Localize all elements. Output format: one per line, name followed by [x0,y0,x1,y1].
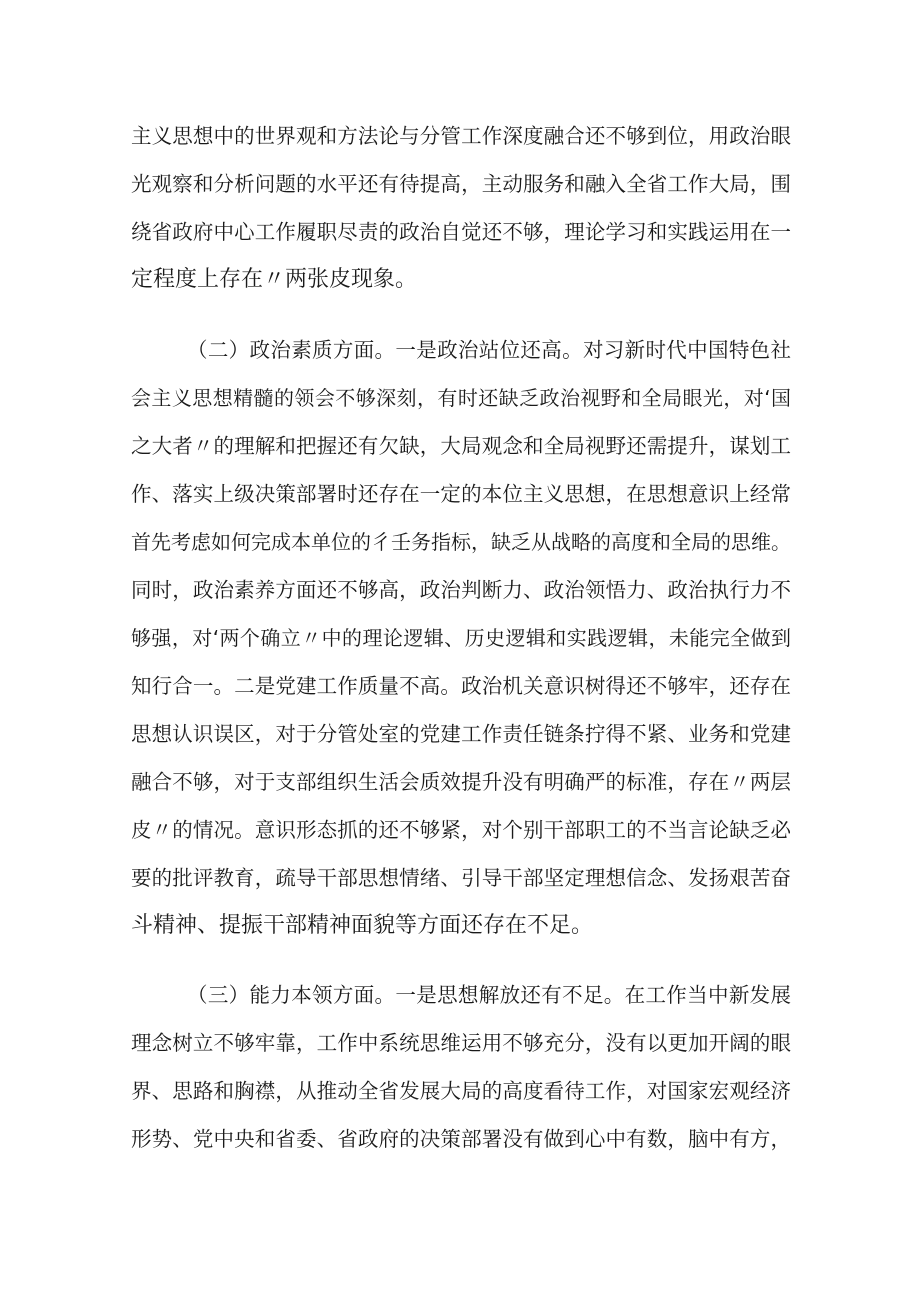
paragraph-line: 同时，政治素养方面还不够高，政治判断力、政治领悟力、政治执行力不 [131,578,791,602]
paragraph-line: 斗精神、提振干部精神面貌等方面还存在不足。 [131,913,594,938]
paragraph-line: 形势、党中央和省委、省政府的决策部署没有做到心中有数，脑中有方， [131,1127,791,1151]
paragraph-line: 要的批评教育，疏导干部思想情绪、引导干部坚定理想信念、发扬艰苦奋 [131,866,791,890]
paragraph-line: 光观察和分析问题的水平还有待提高，主动服务和融入全省工作大局，围 [131,172,791,196]
paragraph-line: （三）能力本领方面。一是思想解放还有不足。在工作当中新发展 [187,983,791,1007]
paragraph-line: 首先考虑如何完成本单位的彳壬务指标，缺乏从战略的高度和全局的思维。 [131,530,791,554]
paragraph-line: 够强，对‘两个确立〃中的理论逻辑、历史逻辑和实践逻辑，未能完全做到 [131,626,791,650]
paragraph-line: 界、思路和胸襟，从推动全省发展大局的高度看待工作，对国家宏观经济 [131,1079,791,1103]
paragraph-line: 之大者〃的理解和把握还有欠缺，大局观念和全局视野还需提升，谋划工 [131,434,791,458]
paragraph-line: 定程度上存在〃两张皮现象。 [131,267,418,292]
paragraph-line: （二）政治素质方面。一是政治站位还高。对习新时代中国特色社 [187,338,791,362]
paragraph-line: 作、落实上级决策部署时还存在一定的本位主义思想，在思想意识上经常 [131,482,791,506]
paragraph-line: 思想认识误区，对于分管处室的党建工作责任链条拧得不紧、业务和党建 [131,722,791,746]
paragraph-line: 知行合一。二是党建工作质量不高。政治机关意识树得还不够牢，还存在 [131,674,791,698]
paragraph-line: 主义思想中的世界观和方法论与分管工作深度融合还不够到位，用政治眼 [131,124,791,148]
paragraph-line: 融合不够，对于支部组织生活会质效提升没有明确严的标准，存在〃两层 [131,770,791,794]
paragraph-line: 绕省政府中心工作履职尽责的政治自觉还不够，理论学习和实践运用在一 [131,220,791,244]
paragraph-line: 皮〃的情况。意识形态抓的还不够紧，对个别干部职工的不当言论缺乏必 [131,818,791,842]
paragraph-line: 理念树立不够牢靠，工作中系统思维运用不够充分，没有以更加开阔的眼 [131,1031,791,1055]
paragraph-line: 会主义思想精髓的领会不够深刻，有时还缺乏政治视野和全局眼光，对‘国 [131,386,791,410]
